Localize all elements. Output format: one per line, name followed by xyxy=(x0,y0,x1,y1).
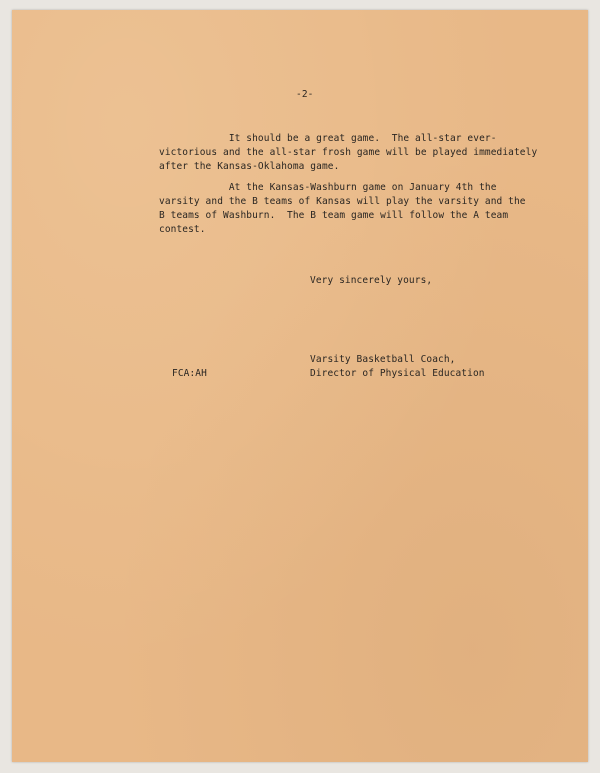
letter-page xyxy=(12,10,588,762)
paragraph-2-line: At the Kansas-Washburn game on January 4th the xyxy=(159,182,497,193)
signature-block xyxy=(310,353,485,381)
paragraph-1 xyxy=(159,132,537,174)
signature-title: Varsity Basketball Coach, xyxy=(310,354,456,365)
paragraph-1-line: after the Kansas-Oklahoma game. xyxy=(159,161,340,172)
paragraph-2-line: varsity and the B teams of Kansas will play the varsity and the xyxy=(159,196,526,207)
signature-title: Director of Physical Education xyxy=(310,368,485,379)
paragraph-2 xyxy=(159,181,526,237)
closing: Very sincerely yours, xyxy=(310,275,433,286)
reference-initials: FCA:AH xyxy=(172,368,207,379)
paragraph-1-line: victorious and the all-star frosh game will be played immediately xyxy=(159,147,538,158)
paragraph-2-line: contest. xyxy=(159,224,206,235)
paragraph-2-line: B teams of Washburn. The B team game will follow the A team xyxy=(159,210,509,221)
paragraph-1-line: It should be a great game. The all-star ever- xyxy=(159,133,497,144)
page-number: -2- xyxy=(296,89,314,100)
